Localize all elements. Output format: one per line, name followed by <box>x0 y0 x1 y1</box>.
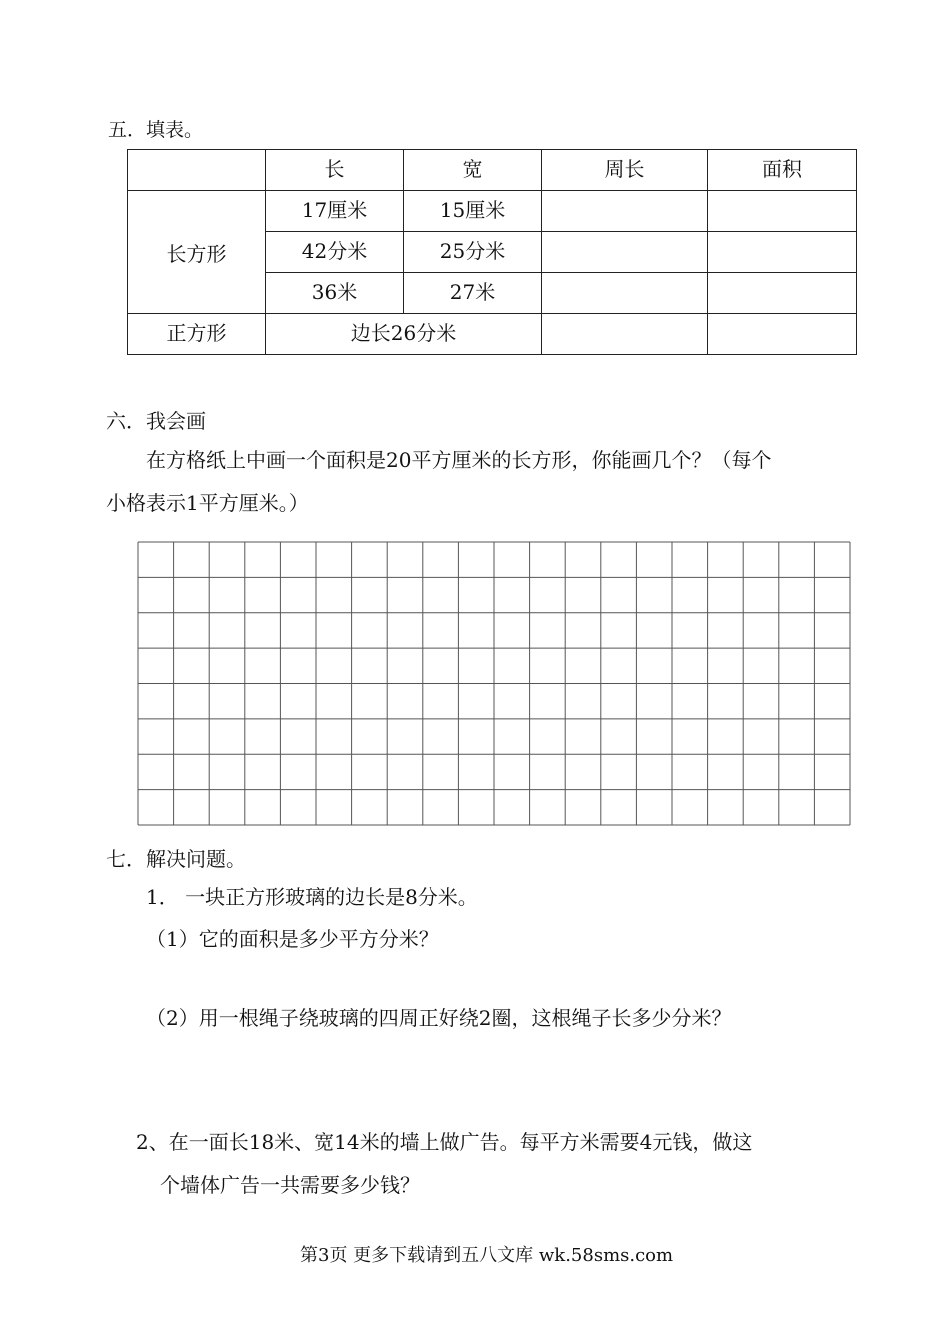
table-cell-area-blank[interactable] <box>708 273 857 314</box>
table-cell-square-side: 边长26分米 <box>266 314 542 355</box>
table-cell-length: 17厘米 <box>266 191 404 232</box>
section6-instruction-line2: 小格表示1平方厘米。） <box>106 491 309 515</box>
table-cell-area-blank[interactable] <box>708 232 857 273</box>
section5-title: 五．填表。 <box>108 119 204 141</box>
table-header-cell: 面积 <box>708 150 857 191</box>
table-cell-length: 42分米 <box>266 232 404 273</box>
table-row <box>128 191 857 232</box>
grid-paper[interactable] <box>137 541 851 830</box>
table-cell-length: 36米 <box>266 273 404 314</box>
question-1-part-2: （2）用一根绳子绕玻璃的四周正好绕2圈，这根绳子长多少分米？ <box>146 1006 732 1030</box>
table-row <box>128 314 857 355</box>
table-header-cell <box>128 150 266 191</box>
fill-table <box>127 149 857 355</box>
table-header-cell: 宽 <box>404 150 542 191</box>
section7-title: 七．解决问题。 <box>106 847 246 871</box>
table-cell-area-blank[interactable] <box>708 191 857 232</box>
section6-title: 六．我会画 <box>106 409 206 433</box>
section6-instruction-line1: 在方格纸上中画一个面积是20平方厘米的长方形，你能画几个？（每个 <box>146 448 772 472</box>
table-header-row <box>128 150 857 191</box>
table-cell-perimeter-blank[interactable] <box>542 191 708 232</box>
page-footer: 第3页 更多下载请到五八文库 wk.58sms.com <box>300 1245 674 1266</box>
table-cell-area-blank[interactable] <box>708 314 857 355</box>
table-cell-perimeter-blank[interactable] <box>542 273 708 314</box>
table-cell-perimeter-blank[interactable] <box>542 314 708 355</box>
table-cell-width: 27米 <box>404 273 542 314</box>
grid-paper-svg[interactable] <box>137 541 851 826</box>
row-label-square: 正方形 <box>128 314 266 355</box>
question-1-part-1: （1）它的面积是多少平方分米？ <box>146 927 439 951</box>
table-cell-width: 15厘米 <box>404 191 542 232</box>
table-cell-perimeter-blank[interactable] <box>542 232 708 273</box>
question-2-line1: 2、在一面长18米、宽14米的墙上做广告。每平方米需要4元钱，做这 <box>136 1130 753 1154</box>
table-header-cell: 长 <box>266 150 404 191</box>
table-header-cell: 周长 <box>542 150 708 191</box>
question-2-line2: 个墙体广告一共需要多少钱？ <box>160 1173 420 1197</box>
table-cell-width: 25分米 <box>404 232 542 273</box>
row-label-rectangle: 长方形 <box>128 191 266 314</box>
question-1: 1． 一块正方形玻璃的边长是8分米。 <box>146 885 478 909</box>
